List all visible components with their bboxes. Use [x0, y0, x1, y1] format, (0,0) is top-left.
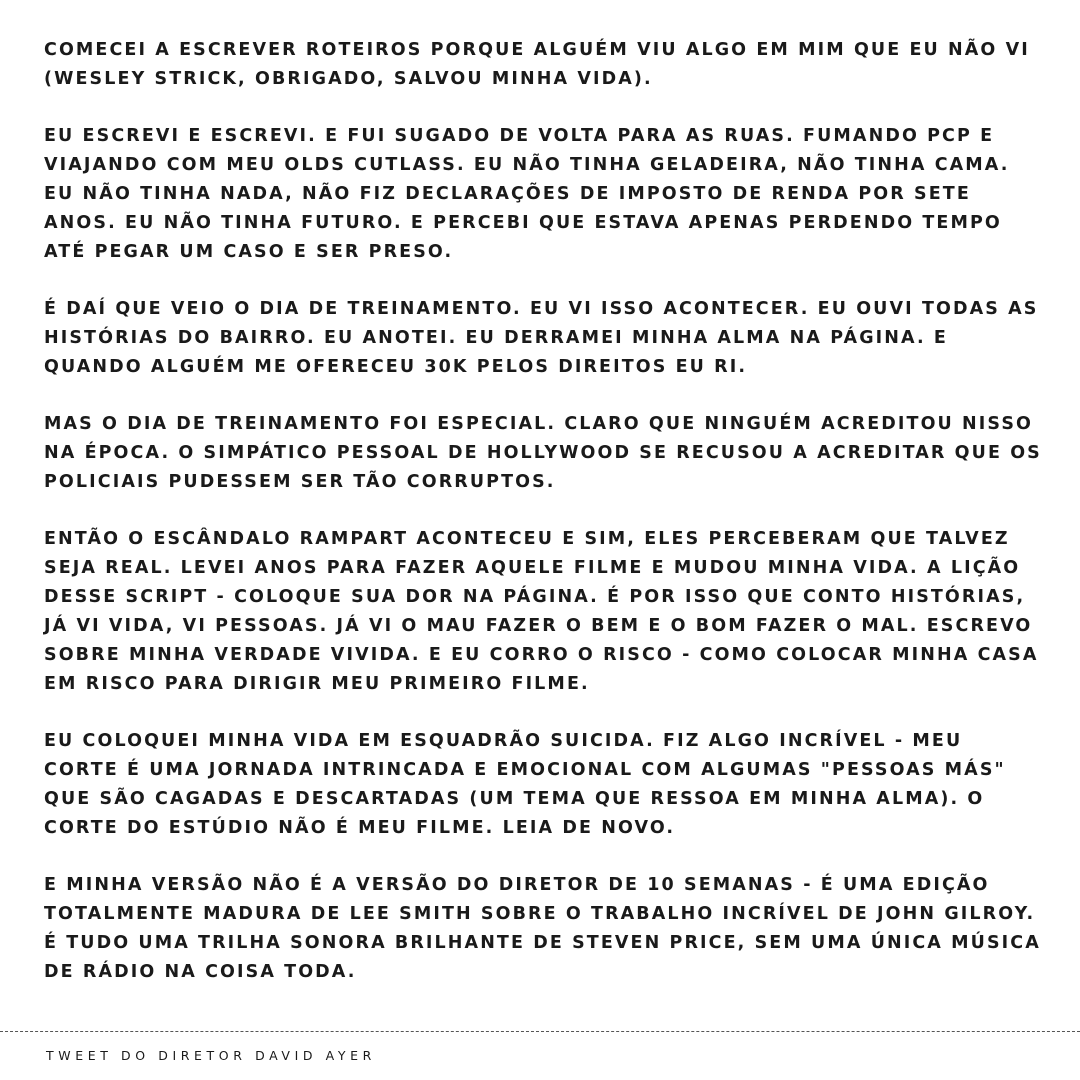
paragraph-2: EU ESCREVI E ESCREVI. E FUI SUGADO DE VOLTA PARA AS RUAS. FUMANDO PCP E VIAJANDO COM MEU OLDS CUTLASS. EU NÃO TINHA GELADEIRA, NÃO TINHA CAMA. EU NÃO TINHA NADA, NÃO FIZ DECLARAÇÕES DE IMPOSTO DE RENDA POR SETE ANOS. EU NÃO TINHA FUTURO. E PERCEBI QUE ESTAVA APENAS PERDENDO TEMPO ATÉ PEGAR UM CASO E SER PRESO.	[44, 126, 1010, 262]
paragraph-4: MAS O DIA DE TREINAMENTO FOI ESPECIAL. CLARO QUE NINGUÉM ACREDITOU NISSO NA ÉPOCA. O SIMPÁTICO PESSOAL DE HOLLYWOOD SE RECUSOU A ACREDITAR QUE OS POLICIAIS PUDESSEM SER TÃO CORRUPTOS.	[44, 414, 1042, 492]
paragraph-3: É DAÍ QUE VEIO O DIA DE TREINAMENTO. EU VI ISSO ACONTECER. EU OUVI TODAS AS HISTÓRIAS DO BAIRRO. EU ANOTEI. EU DERRAMEI MINHA ALMA NA PÁGINA. E QUANDO ALGUÉM ME OFERECEU 30K PELOS DIREITOS EU RI.	[44, 299, 1039, 377]
paragraph-1: COMECEI A ESCREVER ROTEIROS PORQUE ALGUÉM VIU ALGO EM MIM QUE EU NÃO VI (WESLEY STRICK, OBRIGADO, SALVOU MINHA VIDA).	[44, 40, 1030, 89]
footer-credit: TWEET DO DIRETOR DAVID AYER	[46, 1048, 376, 1063]
article-body	[44, 36, 1044, 1015]
footer-divider	[0, 1031, 1080, 1032]
paragraph-6: EU COLOQUEI MINHA VIDA EM ESQUADRÃO SUICIDA. FIZ ALGO INCRÍVEL - MEU CORTE É UMA JORNADA INTRINCADA E EMOCIONAL COM ALGUMAS "PESSOAS MÁS" QUE SÃO CAGADAS E DESCARTADAS (UM TEMA QUE RESSOA EM MINHA ALMA). O CORTE DO ESTÚDIO NÃO É MEU FILME. LEIA DE NOVO.	[44, 731, 1006, 838]
paragraph-7: E MINHA VERSÃO NÃO É A VERSÃO DO DIRETOR DE 10 SEMANAS - É UMA EDIÇÃO TOTALMENTE MADURA DE LEE SMITH SOBRE O TRABALHO INCRÍVEL DE JOHN GILROY. É TUDO UMA TRILHA SONORA BRILHANTE DE STEVEN PRICE, SEM UMA ÚNICA MÚSICA DE RÁDIO NA COISA TODA.	[44, 875, 1041, 982]
paragraph-5: ENTÃO O ESCÂNDALO RAMPART ACONTECEU E SIM, ELES PERCEBERAM QUE TALVEZ SEJA REAL. LEVEI ANOS PARA FAZER AQUELE FILME E MUDOU MINHA VIDA. A LIÇÃO DESSE SCRIPT - COLOQUE SUA DOR NA PÁGINA. É POR ISSO QUE CONTO HISTÓRIAS, JÁ VI VIDA, VI PESSOAS. JÁ VI O MAU FAZER O BEM E O BOM FAZER O MAL. ESCREVO SOBRE MINHA VERDADE VIVIDA. E EU CORRO O RISCO - COMO COLOCAR MINHA CASA EM RISCO PARA DIRIGIR MEU PRIMEIRO FILME.	[44, 529, 1039, 694]
